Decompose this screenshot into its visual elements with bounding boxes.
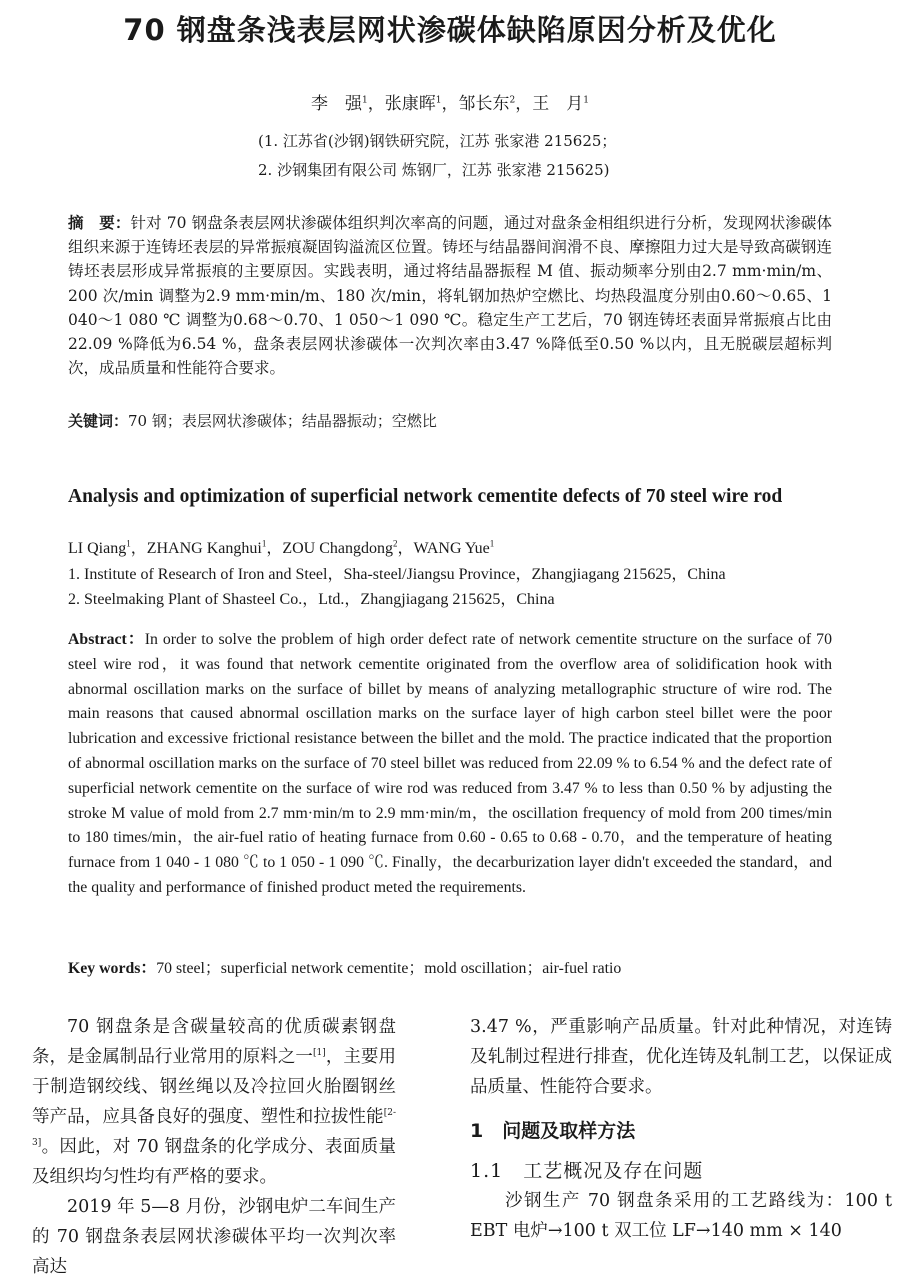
citation-ref: [2-3] (32, 1108, 396, 1149)
author-affiliation-mark: 1 (126, 538, 131, 549)
authors-cn (0, 89, 900, 114)
author-affiliation-mark: 1 (435, 95, 442, 106)
body-paragraph: 沙钢生产 70 钢盘条采用的工艺路线为：100 t EBT 电炉→100 t 双工位 LF→140 mm × 140 (470, 1191, 892, 1241)
affiliation-cn: (1. 江苏省(沙钢)钢铁研究院，江苏 张家港 215625； (258, 132, 617, 150)
affiliation-cn: 2. 沙钢集团有限公司 炼钢厂，江苏 张家港 215625) (258, 161, 610, 179)
body-text: ，主要用于制造钢绞线、钢丝绳以及冷拉回火胎圈钢丝等产品，应具备良好的强度、塑性和拉拔性能 (32, 1047, 396, 1127)
author-separator: ， (367, 94, 385, 114)
keywords-text: 70 钢；表层网状渗碳体；结晶器振动；空燃比 (128, 412, 437, 430)
author-name: 邹长东 (458, 94, 510, 114)
authors-en (68, 535, 494, 558)
author-separator: ， (441, 94, 459, 114)
section-heading: 1 问题及取样方法 (470, 1120, 636, 1142)
author-affiliation-mark: 2 (509, 95, 516, 106)
abstract-label: 摘 要： (68, 214, 131, 232)
author-affiliation-mark: 1 (489, 538, 495, 549)
author-name: LI Qiang (68, 540, 127, 557)
author-affiliation-mark: 1 (583, 95, 589, 106)
keywords-cn (68, 410, 437, 431)
keywords-label: Key words： (68, 960, 157, 977)
author-name: ZOU Changdong (282, 540, 393, 557)
author-separator: ， (266, 540, 283, 557)
abstract-text: In order to solve the problem of high order defect rate of network cementite structure on the surface of 70 steel wire rod，it was found that network cementite originated from the overflow area of solidification hook with abnormal oscillation marks on the surface of billet by means of analyzing metallographic structure of wire rod. The main reasons that caused abnormal oscillation marks on the surface layer of high carbon steel billet were the poor lubrication and excessive frictional resistance between the billet and the mold. The practice indicated that the proportion of abnormal oscillation marks on the surface of 70 steel billet was reduced from 22.09 % to 6.54 % and the defect rate of superficial network cementite on the surface of wire rod was reduced from 3.47 % to less than 0.50 % by adjusting the stroke M value of mold from 2.7 mm·min/m to 2.9 mm·min/m，the oscillation frequency of mold from 200 times/min to 180 times/min，the air-fuel ratio of heating furnace from 0.60 - 0.65 to 0.68 - 0.70，and the temperature of heating furnace from 1 040 - 1 080 ℃ to 1 050 - 1 090 ℃. Finally，the decarburization layer didn't exceeded the standard，and the quality and performance of finished product meted the requirements. (68, 631, 832, 896)
paper-title-cn: 70 钢盘条浅表层网状渗碳体缺陷原因分析及优化 (123, 13, 777, 47)
author-affiliation-mark: 1 (362, 95, 368, 106)
author-affiliation-mark: 2 (392, 538, 398, 549)
affiliation-en: 2. Steelmaking Plant of Shasteel Co.，Ltd.，Zhangjiagang 215625，China (68, 591, 555, 608)
body-column-left (32, 1012, 396, 1282)
paper-title-en: Analysis and optimization of superficial network cementite defects of 70 steel wire rod (68, 486, 783, 507)
author-separator: ， (515, 94, 533, 114)
author-name: 李 强 (311, 94, 363, 114)
author-name: 张康晖 (384, 94, 436, 114)
abstract-label: Abstract： (68, 631, 145, 648)
body-paragraph (32, 1012, 396, 1192)
body-column-right (470, 1012, 892, 1246)
affiliation-en: 1. Institute of Research of Iron and Steel，Sha-steel/Jiangsu Province，Zhangjiagang 215625，China (68, 566, 726, 583)
author-affiliation-mark: 1 (261, 538, 267, 549)
keywords-text: 70 steel；superficial network cementite；mold oscillation；air-fuel ratio (156, 960, 622, 977)
author-name: ZHANG Kanghui (146, 540, 262, 557)
citation-ref: [1] (313, 1048, 326, 1059)
author-separator: ， (130, 540, 147, 557)
body-text: 。因此，对 70 钢盘条的化学成分、表面质量及组织均匀性均有严格的要求。 (32, 1137, 396, 1187)
keywords-label: 关键词： (68, 412, 129, 430)
abstract-en (68, 628, 832, 901)
keywords-en (68, 955, 621, 978)
author-name: 王 月 (532, 94, 584, 114)
body-paragraph: 2019 年 5—8 月份，沙钢电炉二车间生产的 70 钢盘条表层网状渗碳体平均一次判次率高达 (32, 1197, 396, 1277)
subsection-heading: 1.1 工艺概况及存在问题 (470, 1160, 704, 1182)
author-name: WANG Yue (413, 540, 490, 557)
author-separator: ， (397, 540, 414, 557)
body-text: 70 钢盘条是含碳量较高的优质碳素钢盘条，是金属制品行业常用的原料之一 (32, 1017, 396, 1067)
body-paragraph: 3.47 %，严重影响产品质量。针对此种情况，对连铸及轧制过程进行排查，优化连铸及轧制工艺，以保证成品质量、性能符合要求。 (470, 1017, 892, 1097)
abstract-text: 针对 70 钢盘条表层网状渗碳体组织判次率高的问题，通过对盘条金相组织进行分析，发现网状渗碳体组织来源于连铸坯表层的异常振痕凝固钩溢流区位置。铸坯与结晶器间润滑不良、摩擦阻力过大是导致高碳钢连铸坯表层形成异常振痕的主要原因。实践表明，通过将结晶器振程 M 值、振动频率分别由2.7 mm·min/m、200 次/min 调整为2.9 mm·min/m、180 次/min，将轧钢加热炉空燃比、均热段温度分别由0.60～0.65、1 040～1 080 ℃ 调整为0.68～0.70、1 050～1 090 ℃。稳定生产工艺后，70 钢连铸坯表面异常振痕占比由22.09 %降低为6.54 %，盘条表层网状渗碳体一次判次率由3.47 %降低至0.50 %以内，且无脱碳层超标判次，成品质量和性能符合要求。 (68, 214, 832, 378)
abstract-cn (68, 211, 832, 380)
